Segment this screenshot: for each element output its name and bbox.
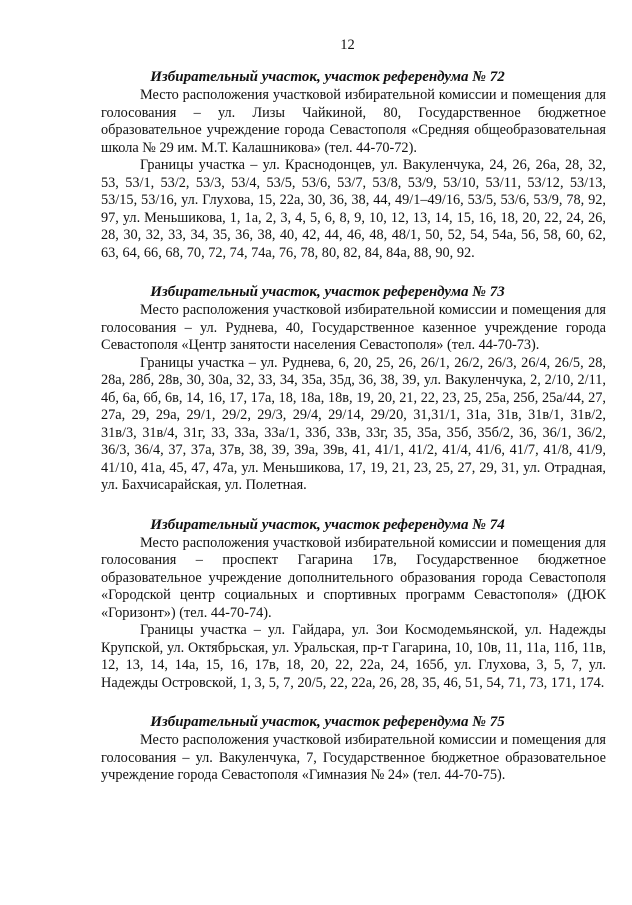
polling-station-74 [101,516,606,693]
polling-station-73 [101,283,606,495]
boundaries-paragraph: Границы участка – ул. Краснодонцев, ул. Вакуленчука, 24, 26, 26а, 28, 32, 53, 53/1, 53/2, 53/3, 53/4, 53/5, 53/6, 53/7, 53/8, 53/9, 53/10, 53/11, 53/12, 53/13, 53/15, 53/16, ул. Глухова, 15, 22а, 30, 36, 38, 44, 49/1–49/16, 53/5, 53/6, 53/9, 78, 92, 97, ул. Меньшикова, 1, 1а, 2, 3, 4, 5, 6, 8, 9, 10, 12, 13, 14, 15, 16, 18, 20, 22, 24, 26, 28, 30, 32, 33, 34, 35, 36, 38, 40, 42, 44, 46, 48, 48/1, 50, 52, 54, 54а, 56, 58, 60, 62, 63, 64, 66, 68, 70, 72, 74, 74а, 76, 78, 80, 82, 84, 84а, 88, 90, 92. [101,157,606,261]
polling-station-75 [101,713,606,785]
section-title: Избирательный участок, участок референдума № 75 [150,714,505,730]
section-title: Избирательный участок, участок референдума № 72 [150,69,505,85]
location-paragraph: Место расположения участковой избирательной комиссии и помещения для голосования – ул. Вакуленчука, 7, Государственное бюджетное образовательное учреждение города Севастополя «Гимназия № 24» (тел. 44-70-75). [101,732,606,783]
polling-station-72 [101,68,606,262]
boundaries-paragraph: Границы участка – ул. Гайдара, ул. Зои Космодемьянской, ул. Надежды Крупской, ул. Октябрьская, ул. Уральская, пр-т Гагарина, 10, 10в, 11, 11а, 11б, 11в, 12, 13, 14, 14а, 15, 16, 17в, 18, 20, 22, 22а, 24, 165б, ул. Глухова, 3, 5, 7, ул. Надежды Островской, 1, 3, 5, 7, 20/5, 22, 22а, 26, 28, 35, 46, 51, 54, 71, 73, 171, 174. [101,622,606,691]
section-title: Избирательный участок, участок референдума № 73 [150,284,505,300]
boundaries-paragraph: Границы участка – ул. Руднева, 6, 20, 25, 26, 26/1, 26/2, 26/3, 26/4, 26/5, 28, 28а, 28б, 28в, 30, 30а, 32, 33, 34, 35а, 35д, 36, 38, 39, ул. Вакуленчука, 2, 2/10, 2/11, 4б, 6а, 6б, 6в, 14, 16, 17, 17а, 18, 18а, 18в, 19, 20, 21, 22, 23, 25, 25а, 25б, 25а/44, 27, 27а, 29, 29а, 29/1, 29/2, 29/3, 29/4, 29/14, 29/20, 31,31/1, 31а, 31в, 31в/1, 31в/2, 31в/3, 31в/4, 31г, 33, 33а, 33а/1, 33б, 33в, 33г, 35, 35а, 35б, 35б/2, 36, 36/1, 36/2, 36/3, 36/4, 37, 37а, 37в, 38, 39, 39а, 39в, 41, 41/1, 41/2, 41/4, 41/6, 41/7, 41/8, 41/9, 41/10, 41а, 45, 47, 47а, ул. Меньшикова, 17, 19, 21, 23, 25, 27, 29, 31, ул. Отрадная, ул. Бахчисарайская, ул. Полетная. [101,354,606,493]
location-paragraph: Место расположения участковой избирательной комиссии и помещения для голосования – проспект Гагарина 17в, Государственное бюджетное образовательное учреждение дополнительного образования города Севастополя «Городской центр социальных и спортивных программ Севастополя» (ДЮК «Горизонт») (тел. 44-70-74). [101,534,606,621]
location-paragraph: Место расположения участковой избирательной комиссии и помещения для голосования – ул. Лизы Чайкиной, 80, Государственное бюджетное образовательное учреждение города Севастополя «Средняя общеобразовательная школа № 29 им. М.Т. Калашникова» (тел. 44-70-72). [101,87,606,156]
section-title: Избирательный участок, участок референдума № 74 [150,516,505,533]
page-number: 12 [340,37,355,53]
location-paragraph: Место расположения участковой избирательной комиссии и помещения для голосования – ул. Руднева, 40, Государственное казенное учреждение города Севастополя «Центр занятости населения Севастополя» (тел. 44-70-73). [101,302,606,353]
